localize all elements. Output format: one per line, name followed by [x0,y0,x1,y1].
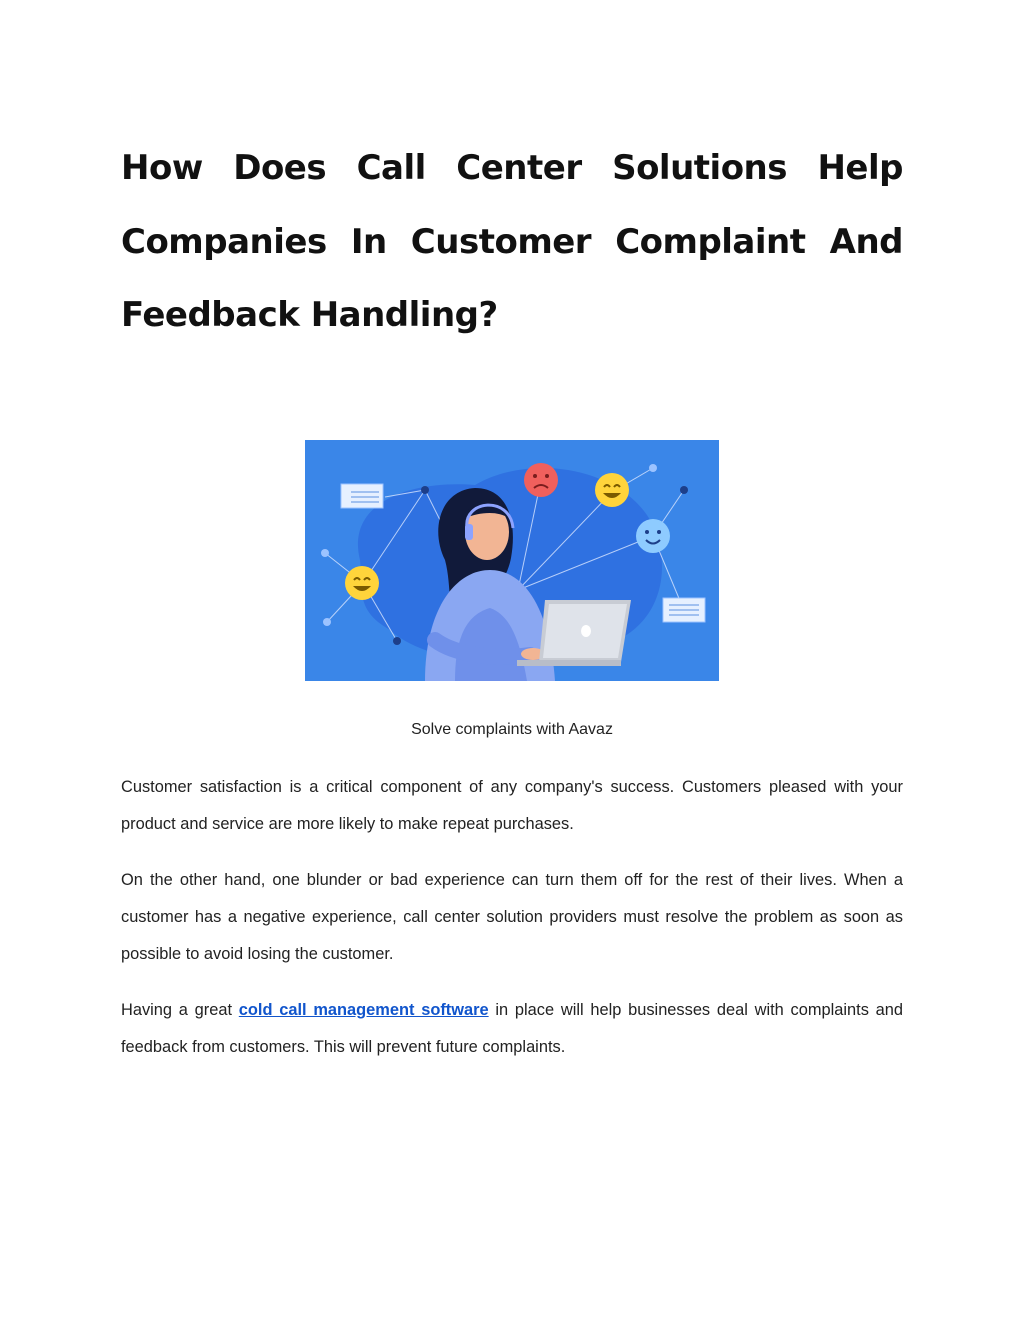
paragraph: On the other hand, one blunder or bad experience can turn them off for the rest of their lives. When a customer has a negative experience, call center solution providers must resolve the problem as soon as possible to avoid losing the customer. [121,871,903,963]
call-center-illustration [305,440,719,681]
paragraph-text-before-link: Having a great [121,1001,233,1019]
cold-call-software-link[interactable]: cold call management software [238,1001,489,1019]
paragraph-text-after-link: in place will help businesses deal with complaints and feedback from customers. This will prevent future complaints. [121,1001,903,1056]
image-caption: Solve complaints with Aavaz [411,721,613,738]
paragraph [121,992,903,1066]
paragraph: Customer satisfaction is a critical component of any company's success. Customers pleased with your product and service are more likely to make repeat purchases. [121,778,903,833]
page-title: How Does Call Center Solutions Help Companies In Customer Complaint And Feedback Handling? [121,148,903,335]
